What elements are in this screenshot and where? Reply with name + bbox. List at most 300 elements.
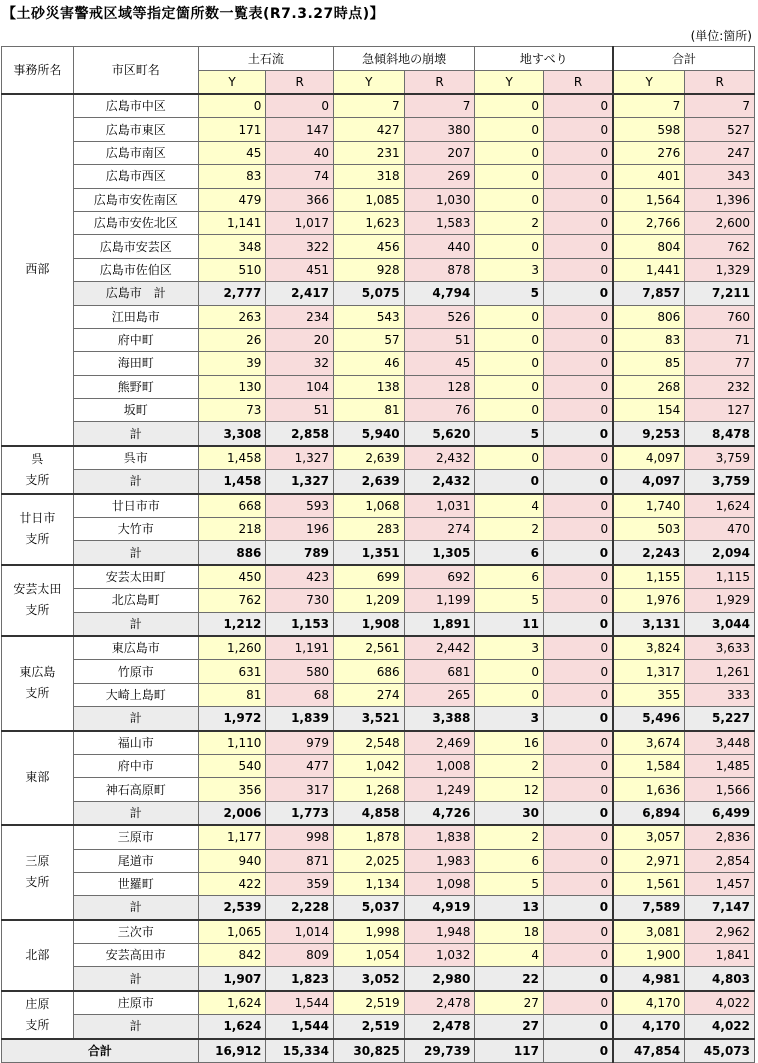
value-y-cell: 668 [198,494,266,518]
value-r-cell: 127 [685,399,755,422]
value-r-cell: 1,485 [685,754,755,777]
value-r-cell: 809 [266,944,334,967]
table-row [2,636,755,660]
value-r-cell: 2,432 [404,446,475,470]
value-r-cell: 0 [543,446,613,470]
office-name [2,731,74,826]
value-y-cell: 1,998 [334,920,405,944]
table-row [2,118,755,141]
value-r-cell: 692 [404,565,475,589]
value-r-cell: 527 [685,118,755,141]
value-r-cell: 104 [266,375,334,398]
value-y-cell: 16 [475,731,544,755]
value-r-cell: 1,014 [266,920,334,944]
table-row [2,494,755,518]
city-name: 広島市安佐南区 [73,188,198,211]
value-y-cell: 699 [334,565,405,589]
city-name: 世羅町 [73,872,198,895]
value-r-cell: 51 [404,328,475,351]
value-y-cell: 1,065 [198,920,266,944]
value-y-cell: 1,878 [334,825,405,849]
table-row [2,399,755,422]
value-r-cell: 0 [543,849,613,872]
value-r-cell: 1,329 [685,258,755,281]
value-y-cell: 218 [198,518,266,541]
value-r-cell: 234 [266,305,334,328]
value-y-cell: 5,496 [613,707,685,731]
value-y-cell: 1,042 [334,754,405,777]
city-name: 神石高原町 [73,778,198,801]
table-row [2,944,755,967]
value-r-cell: 247 [685,141,755,164]
value-y-cell: 3,081 [613,920,685,944]
city-name: 三次市 [73,920,198,944]
value-y-cell: 7 [334,94,405,118]
city-name: 東広島市 [73,636,198,660]
total-y-cell: 30,825 [334,1039,405,1063]
table-row [2,305,755,328]
value-r-cell: 71 [685,328,755,351]
value-r-cell: 1,838 [404,825,475,849]
value-y-cell: 9,253 [613,422,685,446]
value-y-cell: 1,441 [613,258,685,281]
office-name [2,565,74,636]
table-row [2,731,755,755]
value-r-cell: 451 [266,258,334,281]
table-row [2,165,755,188]
value-r-cell: 4,022 [685,1015,755,1039]
value-r-cell: 1,823 [266,967,334,991]
office-name-line: 廿日市 [19,511,56,526]
value-y-cell: 1,458 [198,470,266,494]
value-r-cell: 32 [266,352,334,375]
value-r-cell: 5,620 [404,422,475,446]
value-r-cell: 40 [266,141,334,164]
value-r-cell: 0 [543,165,613,188]
city-name: 広島市安芸区 [73,235,198,258]
value-r-cell: 0 [543,920,613,944]
value-r-cell: 0 [543,636,613,660]
value-r-cell: 343 [685,165,755,188]
office-name-line: 三原 [25,854,50,869]
value-y-cell: 4,858 [334,801,405,825]
value-r-cell: 0 [543,94,613,118]
office-name [2,494,74,565]
value-r-cell: 0 [543,589,613,612]
value-y-cell: 1,624 [198,1015,266,1039]
value-y-cell: 422 [198,872,266,895]
subtotal-label: 計 [73,896,198,920]
value-r-cell: 0 [543,258,613,281]
value-r-cell: 1,841 [685,944,755,967]
total-y-cell: 117 [475,1039,544,1063]
value-y-cell: 2,006 [198,801,266,825]
value-r-cell: 1,199 [404,589,475,612]
value-y-cell: 0 [475,188,544,211]
value-y-cell: 1,212 [198,612,266,636]
value-y-cell: 2,971 [613,849,685,872]
header-landslide: 地すべり [475,47,613,71]
table-row [2,849,755,872]
value-y-cell: 456 [334,235,405,258]
value-r-cell: 5,227 [685,707,755,731]
value-y-cell: 39 [198,352,266,375]
value-y-cell: 4,097 [613,470,685,494]
value-r-cell: 2,836 [685,825,755,849]
header-city: 市区町名 [73,47,198,95]
value-y-cell: 22 [475,967,544,991]
value-y-cell: 0 [475,470,544,494]
value-r-cell: 762 [685,235,755,258]
value-y-cell: 2 [475,754,544,777]
value-r-cell: 1,261 [685,660,755,683]
value-r-cell: 760 [685,305,755,328]
subtotal-label: 計 [73,801,198,825]
office-name-line: 支所 [25,532,50,547]
header-r: R [543,71,613,95]
value-y-cell: 2,519 [334,1015,405,1039]
value-y-cell: 1,636 [613,778,685,801]
value-y-cell: 427 [334,118,405,141]
grand-total-label: 合計 [2,1039,199,1063]
header-steep-slope: 急傾斜地の崩壊 [334,47,475,71]
header-r: R [266,71,334,95]
office-name-line: 庄原 [25,996,50,1011]
value-y-cell: 30 [475,801,544,825]
value-y-cell: 886 [198,541,266,565]
value-r-cell: 0 [543,1015,613,1039]
subtotal-row [2,612,755,636]
table-row [2,589,755,612]
subtotal-label: 計 [73,967,198,991]
value-y-cell: 83 [613,328,685,351]
header-y: Y [334,71,405,95]
value-y-cell: 2,639 [334,470,405,494]
value-r-cell: 0 [543,470,613,494]
value-y-cell: 0 [475,352,544,375]
value-r-cell: 207 [404,141,475,164]
value-r-cell: 1,327 [266,446,334,470]
subtotal-row [2,967,755,991]
value-y-cell: 3 [475,707,544,731]
value-y-cell: 1,134 [334,872,405,895]
value-r-cell: 1,032 [404,944,475,967]
value-y-cell: 4 [475,944,544,967]
city-name: 広島市西区 [73,165,198,188]
subtotal-row [2,470,755,494]
subtotal-row [2,801,755,825]
value-y-cell: 1,623 [334,211,405,234]
value-y-cell: 4,170 [613,1015,685,1039]
value-r-cell: 3,448 [685,731,755,755]
value-y-cell: 81 [198,683,266,706]
value-y-cell: 540 [198,754,266,777]
value-r-cell: 0 [543,778,613,801]
office-name-line: 支所 [25,686,50,701]
value-r-cell: 0 [543,991,613,1015]
header-office: 事務所名 [2,47,74,95]
value-y-cell: 3,131 [613,612,685,636]
value-r-cell: 366 [266,188,334,211]
city-name: 三原市 [73,825,198,849]
value-r-cell: 1,983 [404,849,475,872]
value-r-cell: 0 [543,494,613,518]
city-name: 大竹市 [73,518,198,541]
value-y-cell: 83 [198,165,266,188]
value-r-cell: 0 [543,518,613,541]
value-y-cell: 0 [475,328,544,351]
value-r-cell: 1,624 [685,494,755,518]
value-y-cell: 73 [198,399,266,422]
value-y-cell: 130 [198,375,266,398]
value-r-cell: 7 [404,94,475,118]
table-row [2,94,755,118]
value-r-cell: 265 [404,683,475,706]
value-y-cell: 85 [613,352,685,375]
city-name: 広島市佐伯区 [73,258,198,281]
table-row [2,872,755,895]
office-name [2,825,74,920]
value-r-cell: 0 [543,118,613,141]
value-y-cell: 1,317 [613,660,685,683]
total-r-cell: 0 [543,1039,613,1063]
value-y-cell: 6 [475,849,544,872]
value-r-cell: 3,759 [685,470,755,494]
office-name [2,920,74,991]
value-y-cell: 0 [475,141,544,164]
value-r-cell: 0 [543,399,613,422]
value-y-cell: 7,857 [613,282,685,305]
office-name [2,94,74,446]
city-name: 府中町 [73,328,198,351]
value-y-cell: 171 [198,118,266,141]
value-r-cell: 2,094 [685,541,755,565]
value-y-cell: 2,561 [334,636,405,660]
value-y-cell: 0 [475,118,544,141]
designation-table [1,46,755,1063]
value-r-cell: 3,044 [685,612,755,636]
value-r-cell: 979 [266,731,334,755]
table-row [2,375,755,398]
value-y-cell: 283 [334,518,405,541]
total-r-cell: 15,334 [266,1039,334,1063]
value-r-cell: 0 [543,375,613,398]
value-r-cell: 322 [266,235,334,258]
value-r-cell: 7,147 [685,896,755,920]
value-y-cell: 0 [475,660,544,683]
value-y-cell: 1,268 [334,778,405,801]
value-r-cell: 2,980 [404,967,475,991]
value-r-cell: 526 [404,305,475,328]
value-y-cell: 686 [334,660,405,683]
header-r: R [685,71,755,95]
value-y-cell: 2 [475,518,544,541]
value-r-cell: 1,017 [266,211,334,234]
value-y-cell: 3 [475,258,544,281]
value-r-cell: 1,891 [404,612,475,636]
unit-label: (単位:箇所) [690,29,752,43]
value-y-cell: 2,548 [334,731,405,755]
value-r-cell: 470 [685,518,755,541]
value-r-cell: 196 [266,518,334,541]
value-y-cell: 276 [613,141,685,164]
value-r-cell: 2,469 [404,731,475,755]
value-y-cell: 1,209 [334,589,405,612]
value-r-cell: 380 [404,118,475,141]
value-y-cell: 806 [613,305,685,328]
city-name: 北広島町 [73,589,198,612]
value-y-cell: 1,110 [198,731,266,755]
value-r-cell: 998 [266,825,334,849]
value-y-cell: 3 [475,636,544,660]
office-name-line: 呉 [31,451,44,466]
value-y-cell: 4 [475,494,544,518]
value-r-cell: 730 [266,589,334,612]
value-y-cell: 928 [334,258,405,281]
value-r-cell: 0 [543,282,613,305]
value-r-cell: 580 [266,660,334,683]
value-y-cell: 1,085 [334,188,405,211]
value-y-cell: 762 [198,589,266,612]
value-r-cell: 440 [404,235,475,258]
header-total: 合計 [613,47,754,71]
value-y-cell: 6 [475,541,544,565]
value-r-cell: 1,457 [685,872,755,895]
value-r-cell: 423 [266,565,334,589]
city-name: 廿日市市 [73,494,198,518]
office-name [2,991,74,1039]
value-r-cell: 0 [543,825,613,849]
value-y-cell: 138 [334,375,405,398]
value-r-cell: 1,327 [266,470,334,494]
subtotal-row [2,282,755,305]
value-y-cell: 2,539 [198,896,266,920]
value-y-cell: 450 [198,565,266,589]
value-r-cell: 359 [266,872,334,895]
value-y-cell: 2,243 [613,541,685,565]
value-y-cell: 1,740 [613,494,685,518]
value-r-cell: 1,249 [404,778,475,801]
subtotal-label: 計 [73,422,198,446]
value-r-cell: 878 [404,258,475,281]
table-row [2,683,755,706]
value-y-cell: 6,894 [613,801,685,825]
value-r-cell: 2,858 [266,422,334,446]
value-r-cell: 2,417 [266,282,334,305]
subtotal-label: 計 [73,1015,198,1039]
value-r-cell: 7,211 [685,282,755,305]
subtotal-label: 計 [73,470,198,494]
value-y-cell: 268 [613,375,685,398]
value-r-cell: 128 [404,375,475,398]
grand-total-row [2,1039,755,1063]
value-y-cell: 7,589 [613,896,685,920]
value-r-cell: 0 [543,612,613,636]
value-y-cell: 12 [475,778,544,801]
value-r-cell: 2,228 [266,896,334,920]
value-r-cell: 51 [266,399,334,422]
value-y-cell: 7 [613,94,685,118]
value-y-cell: 5,037 [334,896,405,920]
value-y-cell: 0 [475,94,544,118]
table-row [2,518,755,541]
value-y-cell: 3,052 [334,967,405,991]
value-r-cell: 3,388 [404,707,475,731]
city-name: 大崎上島町 [73,683,198,706]
value-r-cell: 2,854 [685,849,755,872]
city-name: 広島市南区 [73,141,198,164]
value-y-cell: 27 [475,1015,544,1039]
value-r-cell: 0 [543,967,613,991]
value-r-cell: 1,773 [266,801,334,825]
subtotal-row [2,422,755,446]
value-y-cell: 1,141 [198,211,266,234]
value-r-cell: 0 [266,94,334,118]
value-y-cell: 1,054 [334,944,405,967]
office-name [2,636,74,731]
office-name-line: 支所 [25,875,50,890]
value-r-cell: 3,633 [685,636,755,660]
table-row [2,211,755,234]
table-row [2,235,755,258]
total-y-cell: 47,854 [613,1039,685,1063]
value-r-cell: 232 [685,375,755,398]
value-y-cell: 5,075 [334,282,405,305]
value-y-cell: 3,521 [334,707,405,731]
value-y-cell: 1,155 [613,565,685,589]
value-r-cell: 1,098 [404,872,475,895]
city-name: 海田町 [73,352,198,375]
table-row [2,328,755,351]
value-y-cell: 4,097 [613,446,685,470]
subtotal-label: 広島市 計 [73,282,198,305]
value-r-cell: 1,583 [404,211,475,234]
value-r-cell: 1,839 [266,707,334,731]
value-y-cell: 804 [613,235,685,258]
table-body [2,94,755,1063]
value-r-cell: 789 [266,541,334,565]
value-r-cell: 0 [543,565,613,589]
value-r-cell: 477 [266,754,334,777]
value-y-cell: 0 [475,683,544,706]
value-y-cell: 2,777 [198,282,266,305]
value-r-cell: 0 [543,211,613,234]
value-y-cell: 543 [334,305,405,328]
table-row [2,141,755,164]
value-y-cell: 2,639 [334,446,405,470]
value-r-cell: 1,305 [404,541,475,565]
value-r-cell: 1,153 [266,612,334,636]
value-y-cell: 2,025 [334,849,405,872]
value-r-cell: 1,191 [266,636,334,660]
value-r-cell: 6,499 [685,801,755,825]
value-y-cell: 5 [475,589,544,612]
value-r-cell: 77 [685,352,755,375]
value-r-cell: 0 [543,801,613,825]
value-r-cell: 68 [266,683,334,706]
value-r-cell: 1,566 [685,778,755,801]
value-r-cell: 2,442 [404,636,475,660]
city-name: 熊野町 [73,375,198,398]
table-row [2,920,755,944]
city-name: 尾道市 [73,849,198,872]
value-y-cell: 1,900 [613,944,685,967]
value-r-cell: 0 [543,944,613,967]
city-name: 安芸高田市 [73,944,198,967]
value-y-cell: 1,260 [198,636,266,660]
value-r-cell: 1,929 [685,589,755,612]
table-row [2,565,755,589]
